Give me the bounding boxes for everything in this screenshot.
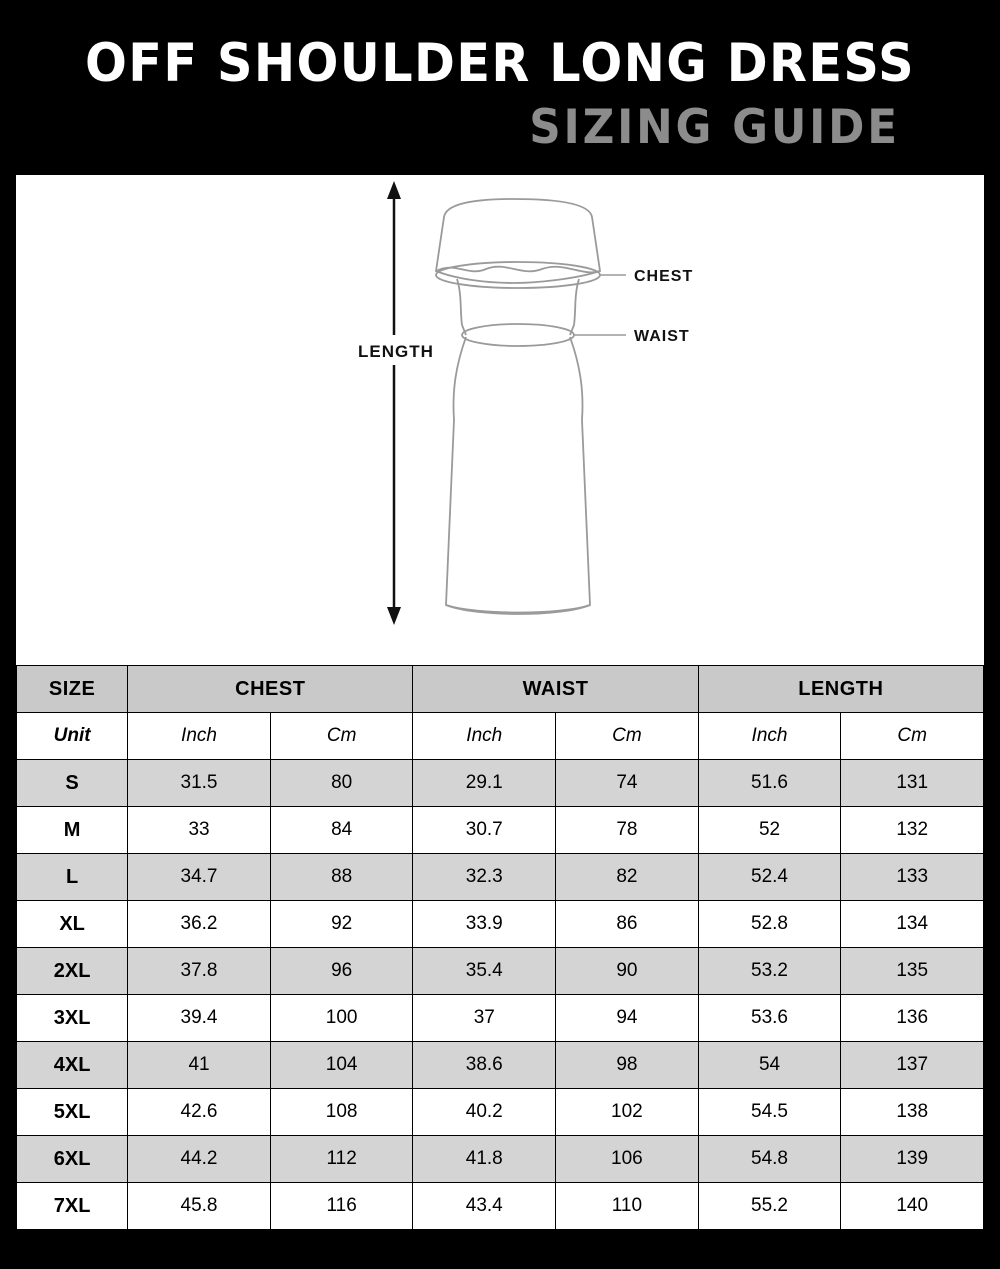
cell-chest-inch: 42.6 — [128, 1089, 271, 1136]
table-row — [17, 1042, 984, 1089]
cell-chest-cm: 112 — [270, 1136, 413, 1183]
cell-length-cm: 132 — [841, 807, 984, 854]
chest-label: CHEST — [634, 268, 694, 286]
cell-chest-cm: 88 — [270, 854, 413, 901]
table-row — [17, 1136, 984, 1183]
cell-length-cm: 131 — [841, 760, 984, 807]
page-title: OFF SHOULDER LONG DRESS — [84, 33, 916, 94]
cell-length-cm: 139 — [841, 1136, 984, 1183]
unit-label: Unit — [17, 713, 128, 760]
unit-chest-cm: Cm — [270, 713, 413, 760]
cell-waist-cm: 106 — [556, 1136, 699, 1183]
cell-length-inch: 55.2 — [698, 1183, 841, 1230]
page-subtitle: SIZING GUIDE — [529, 99, 900, 155]
cell-length-cm: 134 — [841, 901, 984, 948]
table-row — [17, 807, 984, 854]
cell-chest-inch: 31.5 — [128, 760, 271, 807]
cell-waist-inch: 43.4 — [413, 1183, 556, 1230]
row-size: 5XL — [17, 1089, 128, 1136]
cell-length-inch: 54.8 — [698, 1136, 841, 1183]
cell-waist-cm: 102 — [556, 1089, 699, 1136]
header-length: LENGTH — [698, 666, 983, 713]
cell-chest-cm: 116 — [270, 1183, 413, 1230]
cell-chest-inch: 33 — [128, 807, 271, 854]
unit-waist-inch: Inch — [413, 713, 556, 760]
cell-waist-inch: 32.3 — [413, 854, 556, 901]
unit-chest-inch: Inch — [128, 713, 271, 760]
row-size: 3XL — [17, 995, 128, 1042]
cell-length-cm: 140 — [841, 1183, 984, 1230]
cell-waist-cm: 110 — [556, 1183, 699, 1230]
length-label: LENGTH — [358, 342, 434, 362]
table-row — [17, 948, 984, 995]
cell-length-cm: 138 — [841, 1089, 984, 1136]
row-size: 2XL — [17, 948, 128, 995]
table-row — [17, 1089, 984, 1136]
cell-waist-inch: 40.2 — [413, 1089, 556, 1136]
cell-length-cm: 136 — [841, 995, 984, 1042]
cell-length-inch: 51.6 — [698, 760, 841, 807]
cell-waist-inch: 41.8 — [413, 1136, 556, 1183]
cell-chest-cm: 100 — [270, 995, 413, 1042]
cell-length-inch: 54.5 — [698, 1089, 841, 1136]
cell-chest-inch: 37.8 — [128, 948, 271, 995]
cell-chest-inch: 34.7 — [128, 854, 271, 901]
table-row — [17, 760, 984, 807]
table-row — [17, 854, 984, 901]
dress-outline — [436, 199, 600, 614]
cell-length-inch: 52.8 — [698, 901, 841, 948]
cell-chest-cm: 80 — [270, 760, 413, 807]
row-size: M — [17, 807, 128, 854]
cell-chest-inch: 45.8 — [128, 1183, 271, 1230]
cell-chest-cm: 96 — [270, 948, 413, 995]
row-size: S — [17, 760, 128, 807]
row-size: XL — [17, 901, 128, 948]
row-size: L — [17, 854, 128, 901]
cell-waist-cm: 90 — [556, 948, 699, 995]
cell-chest-cm: 92 — [270, 901, 413, 948]
cell-waist-cm: 98 — [556, 1042, 699, 1089]
waist-label: WAIST — [634, 328, 690, 346]
table-row — [17, 1183, 984, 1230]
header-size: SIZE — [17, 666, 128, 713]
table-header-row — [17, 666, 984, 713]
cell-waist-inch: 38.6 — [413, 1042, 556, 1089]
cell-length-inch: 52.4 — [698, 854, 841, 901]
cell-chest-inch: 36.2 — [128, 901, 271, 948]
table-row — [17, 995, 984, 1042]
cell-chest-cm: 108 — [270, 1089, 413, 1136]
cell-waist-inch: 35.4 — [413, 948, 556, 995]
cell-length-inch: 53.2 — [698, 948, 841, 995]
header — [0, 0, 1000, 175]
header-chest: CHEST — [128, 666, 413, 713]
cell-waist-cm: 78 — [556, 807, 699, 854]
cell-chest-inch: 41 — [128, 1042, 271, 1089]
cell-waist-cm: 86 — [556, 901, 699, 948]
cell-chest-inch: 39.4 — [128, 995, 271, 1042]
cell-waist-inch: 37 — [413, 995, 556, 1042]
row-size: 4XL — [17, 1042, 128, 1089]
dress-diagram-svg — [16, 175, 984, 665]
cell-waist-cm: 94 — [556, 995, 699, 1042]
cell-length-cm: 135 — [841, 948, 984, 995]
size-table-wrap — [16, 665, 984, 1230]
cell-length-inch: 54 — [698, 1042, 841, 1089]
cell-length-inch: 52 — [698, 807, 841, 854]
unit-row — [17, 713, 984, 760]
row-size: 6XL — [17, 1136, 128, 1183]
cell-length-cm: 133 — [841, 854, 984, 901]
row-size: 7XL — [17, 1183, 128, 1230]
size-table — [16, 665, 984, 1230]
cell-chest-inch: 44.2 — [128, 1136, 271, 1183]
cell-waist-cm: 82 — [556, 854, 699, 901]
cell-waist-inch: 29.1 — [413, 760, 556, 807]
dress-illustration-panel — [16, 175, 984, 665]
length-arrow-icon — [387, 181, 401, 625]
cell-length-inch: 53.6 — [698, 995, 841, 1042]
unit-length-cm: Cm — [841, 713, 984, 760]
table-row — [17, 901, 984, 948]
header-waist: WAIST — [413, 666, 698, 713]
cell-chest-cm: 104 — [270, 1042, 413, 1089]
cell-waist-cm: 74 — [556, 760, 699, 807]
unit-waist-cm: Cm — [556, 713, 699, 760]
unit-length-inch: Inch — [698, 713, 841, 760]
cell-waist-inch: 33.9 — [413, 901, 556, 948]
cell-chest-cm: 84 — [270, 807, 413, 854]
cell-waist-inch: 30.7 — [413, 807, 556, 854]
cell-length-cm: 137 — [841, 1042, 984, 1089]
